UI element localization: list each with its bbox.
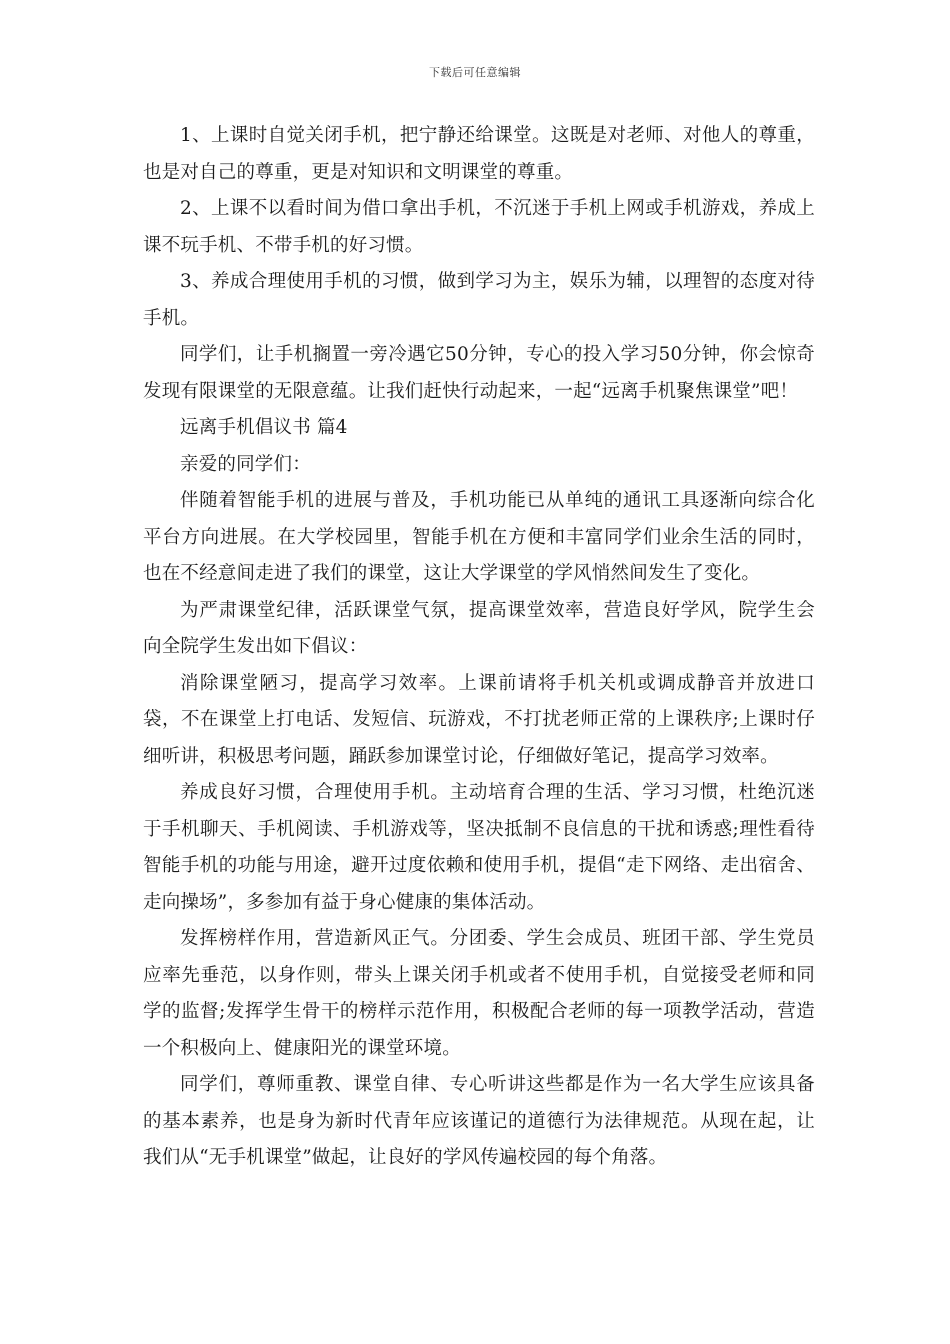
salutation: 亲爱的同学们： xyxy=(180,453,311,475)
paragraph-proposal-1: 1、上课时自觉关闭手机，把宁静还给课堂。这既是对老师、对他人的尊重，也是对自己的尊重，更是对知识和文明课堂的尊重。 xyxy=(143,125,815,183)
document-body xyxy=(143,118,815,1177)
paragraph-purpose: 为严肃课堂纪律，活跃课堂气氛，提高课堂效率，营造良好学风，院学生会向全院学生发出如下倡议： xyxy=(143,599,815,657)
paragraph-eliminate-bad-habits: 消除课堂陋习，提高学习效率。上课前请将手机关机或调成静音并放进口袋，不在课堂上打电话、发短信、玩游戏，不打扰老师正常的上课秩序;上课时仔细听讲，积极思考问题，踊跃参加课堂讨论，仔细做好笔记，提高学习效率。 xyxy=(143,672,815,767)
paragraph-proposal-2: 2、上课不以看时间为借口拿出手机，不沉迷于手机上网或手机游戏，养成上课不玩手机、不带手机的好习惯。 xyxy=(143,198,815,256)
paragraph-background: 伴随着智能手机的进展与普及，手机功能已从单纯的通讯工具逐渐向综合化平台方向进展。在大学校园里，智能手机在方便和丰富同学们业余生活的同时，也在不经意间走进了我们的课堂，这让大学课堂的学风悄然间发生了变化。 xyxy=(143,490,815,584)
paragraph-role-models: 发挥榜样作用，营造新风正气。分团委、学生会成员、班团干部、学生党员应率先垂范，以身作则，带头上课关闭手机或者不使用手机，自觉接受老师和同学的监督;发挥学生骨干的榜样示范作用，积极配合老师的每一项教学活动，营造一个积极向上、健康阳光的课堂环境。 xyxy=(143,928,815,1059)
page-header-caption: 下载后可任意编辑 xyxy=(429,66,521,79)
paragraph-proposal-3: 3、养成合理使用手机的习惯，做到学习为主，娱乐为辅，以理智的态度对待手机。 xyxy=(143,271,815,329)
paragraph-good-habits: 养成良好习惯，合理使用手机。主动培育合理的生活、学习习惯，杜绝沉迷于手机聊天、手机阅读、手机游戏等，坚决抵制不良信息的干扰和诱惑;理性看待智能手机的功能与用途，避开过度依赖和使用手机，提倡“走下网络、走出宿舍、走向操场”，多参加有益于身心健康的集体活动。 xyxy=(143,782,815,913)
paragraph-conclusion: 同学们，尊师重教、课堂自律、专心听讲这些都是作为一名大学生应该具备的基本素养，也是身为新时代青年应该谨记的道德行为法律规范。从现在起，让我们从“无手机课堂”做起，让良好的学风传遍校园的每个角落。 xyxy=(143,1074,815,1168)
paragraph-closing-call: 同学们，让手机搁置一旁冷遇它50分钟，专心的投入学习50分钟，你会惊奇发现有限课堂的无限意蕴。让我们赶快行动起来，一起“远离手机聚焦课堂”吧！ xyxy=(143,344,815,402)
section-title: 远离手机倡议书 篇4 xyxy=(180,417,348,438)
